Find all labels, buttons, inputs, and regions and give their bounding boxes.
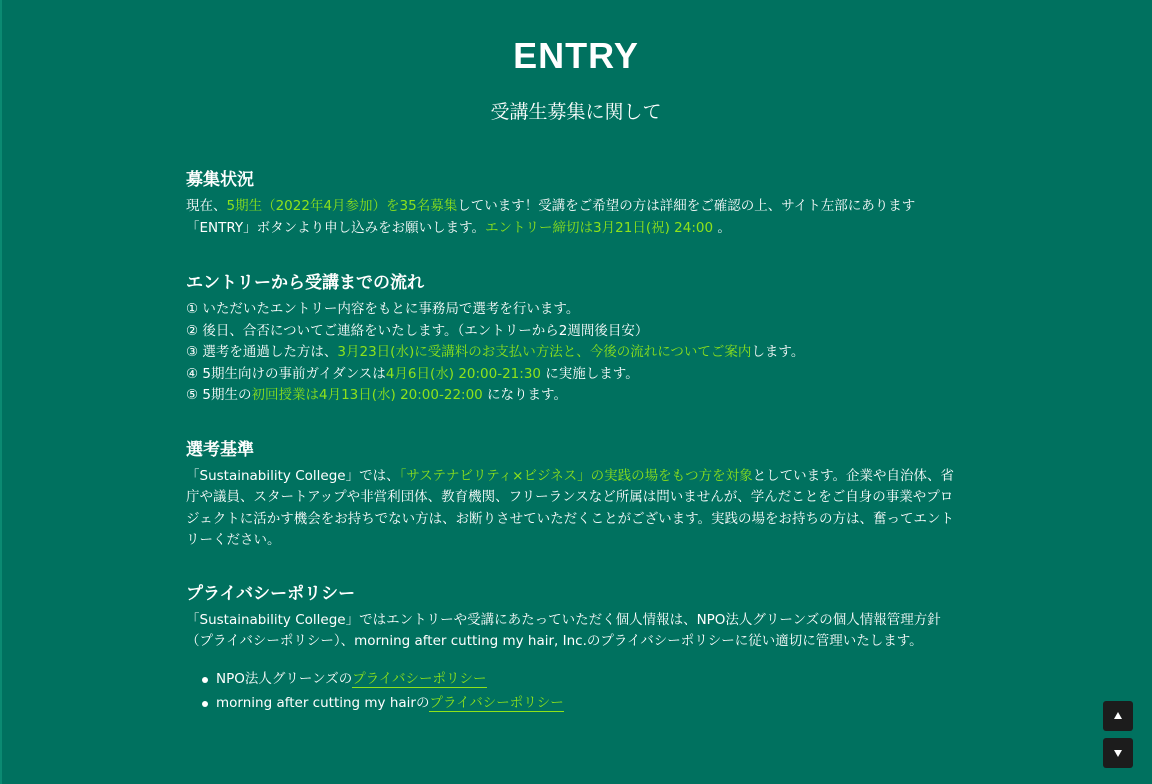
criteria-heading: 選考基準	[186, 439, 254, 460]
flow-step-4	[186, 364, 966, 386]
recruitment-text-1: 現在、	[186, 198, 227, 214]
privacy-link-prefix: morning after cutting my hairの	[216, 694, 430, 711]
recruitment-text-3: 。	[713, 219, 731, 236]
flow-step-5-text-c: になります。	[482, 387, 567, 403]
greenz-privacy-policy-link[interactable]: プライバシーポリシー	[352, 670, 487, 687]
recruitment-text-2: しています！受講をご希望の方は詳細をご確認の上、サイト左部にあります「ENTRY」ボタンより申し込みをお願いします。	[186, 198, 916, 236]
page-title: ENTRY	[513, 35, 639, 76]
flow-steps	[186, 299, 966, 407]
bullet-icon	[202, 701, 208, 707]
flow-step-4-text-a: ④ 5期生向けの事前ガイダンスは	[186, 365, 386, 382]
recruitment-heading: 募集状況	[186, 170, 254, 190]
flow-step-5	[186, 385, 966, 407]
criteria-highlight: 「サステナビリティ×ビジネス」の実践の場をもつ方を対象	[399, 467, 753, 484]
criteria-section	[186, 436, 966, 552]
flow-step-5-highlight: 初回授業は4月13日(水) 20:00-22:00	[251, 387, 483, 403]
arrow-down-icon	[1114, 750, 1122, 757]
page-subtitle: 受講生募集に関して	[490, 101, 662, 123]
recruitment-highlight-deadline: エントリー締切は3月21日(祝) 24:00	[485, 219, 714, 236]
recruitment-highlight-quota: 5期生（2022年4月参加）を35名募集	[226, 198, 458, 214]
flow-step-3-highlight: 3月23日(水)に受講料のお支払い方法と、今後の流れについてご案内	[337, 344, 752, 360]
flow-section	[186, 269, 966, 407]
flow-step-4-highlight: 4月6日(水) 20:00-21:30	[385, 365, 541, 382]
flow-step-3-text-a: ③ 選考を通過した方は、	[186, 344, 338, 360]
list-item	[202, 691, 966, 715]
main-content	[186, 166, 966, 715]
privacy-section	[186, 580, 966, 715]
flow-step-1: ① いただいたエントリー内容をもとに事務局で選考を行います。	[186, 301, 580, 317]
flow-step-5-text-a: ⑤ 5期生の	[186, 387, 252, 403]
recruitment-text	[186, 196, 966, 239]
scroll-down-button[interactable]	[1103, 738, 1133, 768]
flow-step-3	[186, 342, 966, 364]
criteria-text-1: 「Sustainability College」では、	[186, 467, 400, 484]
flow-step-4-text-c: に実施します。	[541, 365, 639, 382]
list-item	[202, 667, 966, 691]
bullet-icon	[202, 677, 208, 683]
privacy-link-prefix: NPO法人グリーンズの	[216, 670, 353, 687]
flow-heading: エントリーから受講までの流れ	[186, 273, 424, 293]
privacy-heading: プライバシーポリシー	[186, 583, 356, 604]
criteria-text-2: としています。企業や自治体、省庁や議員、スタートアップや非営利団体、教育機関、フリーランスなど所属は問いませんが、学んだことをご自身の事業やプロジェクトに活かす機会をお持ちでない方は、お断りさせていただくことがございます。実践の場をお持ちの方は、奮ってエントリーください。	[186, 467, 955, 548]
macmh-privacy-policy-link[interactable]: プライバシーポリシー	[429, 694, 564, 711]
flow-step-3-text-c: します。	[751, 344, 805, 360]
criteria-text	[186, 466, 966, 552]
scroll-up-button[interactable]	[1103, 701, 1133, 731]
arrow-up-icon	[1114, 712, 1122, 719]
privacy-text: 「Sustainability College」ではエントリーや受講にあたっていただく個人情報は、NPO法人グリーンズの個人情報管理方針（プライバシーポリシー）、morning after cutting my hair, Inc.のプライバシーポリシーに従い適切に管理いたします。	[186, 611, 941, 649]
privacy-link-list	[186, 667, 966, 715]
recruitment-section	[186, 166, 966, 239]
flow-step-2: ② 後日、合否についてご連絡をいたします。（エントリーから2週間後目安）	[186, 322, 649, 339]
